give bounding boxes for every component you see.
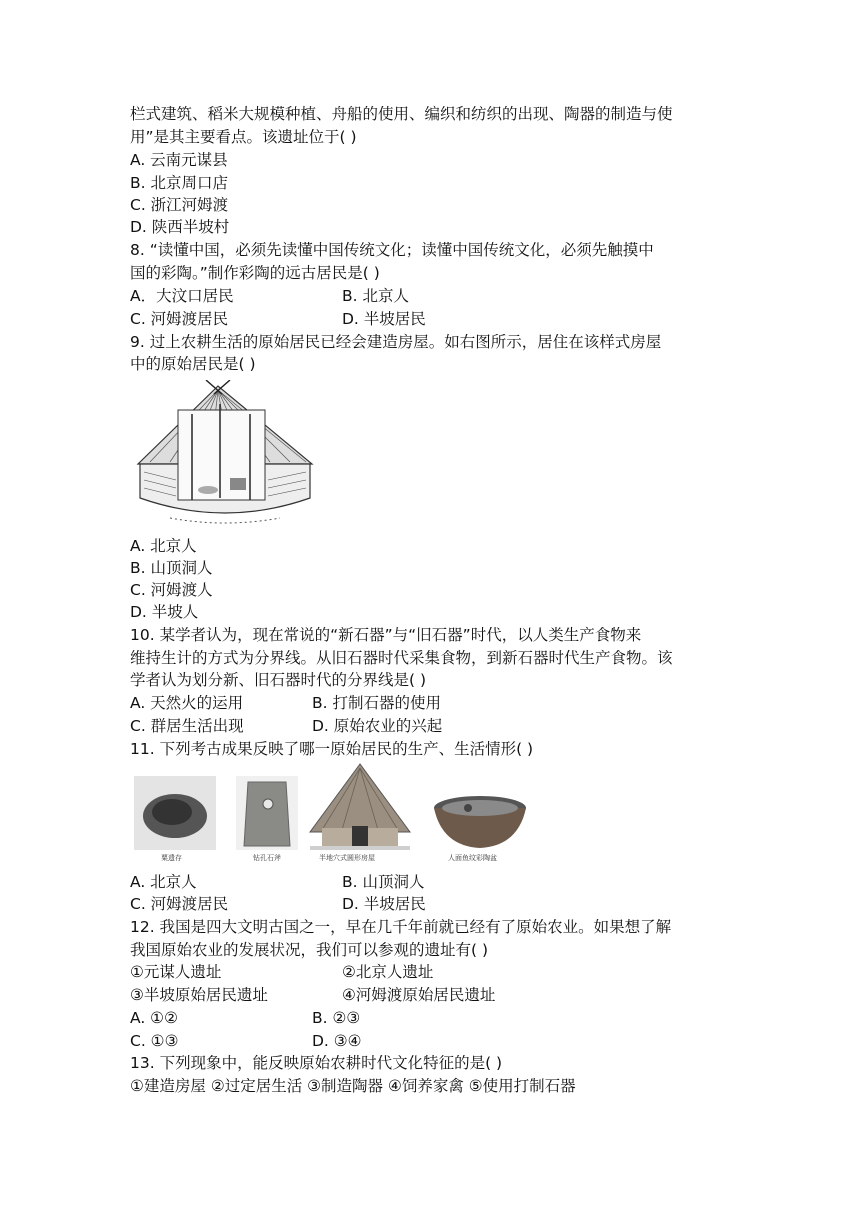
q13-items: ①建造房屋 ②过定居生活 ③制造陶器 ④饲养家禽 ⑤使用打制石器 [130, 1077, 576, 1095]
q7-option-d: D. 陕西半坡村 [130, 218, 230, 236]
q11-option-d: D. 半坡居民 [342, 895, 426, 913]
question-10-stem-line-1: 10. 某学者认为，现在常说的“新石器”与“旧石器”时代，以人类生产食物来 [130, 626, 642, 644]
q10-option-d: D. 原始农业的兴起 [312, 717, 443, 735]
caption-round-house: 半地穴式圆形房屋 [319, 854, 375, 862]
q12-item-1: ①元谋人遗址 [130, 963, 222, 981]
question-13-stem: 13. 下列现象中，能反映原始农耕时代文化特征的是( ) [130, 1054, 503, 1072]
q9-option-b: B. 山顶洞人 [130, 559, 213, 577]
q10-option-c: C. 群居生活出现 [130, 717, 244, 735]
question-12-stem-line-1: 12. 我国是四大文明古国之一，早在几千年前就已经有了原始农业。如果想了解 [130, 918, 672, 936]
q11-option-a: A. 北京人 [130, 873, 197, 891]
q11-option-c: C. 河姆渡居民 [130, 895, 229, 913]
q11-option-b: B. 山顶洞人 [342, 873, 425, 891]
q7-option-c: C. 浙江河姆渡 [130, 196, 229, 214]
q10-option-a: A. 天然火的运用 [130, 694, 244, 712]
q12-option-d: D. ③④ [312, 1032, 362, 1050]
question-12-stem-line-2: 我国原始农业的发展状况，我们可以参观的遗址有( ) [130, 941, 489, 959]
q7-option-b: B. 北京周口店 [130, 174, 228, 192]
caption-millet-remains: 粟遗存 [161, 854, 182, 862]
q12-option-c: C. ①③ [130, 1032, 179, 1050]
q12-item-2: ②北京人遗址 [342, 963, 434, 981]
question-8-stem-line-2: 国的彩陶。”制作彩陶的远古居民是( ) [130, 264, 380, 282]
caption-pottery-basin: 人面鱼纹彩陶盆 [448, 854, 497, 862]
question-7-stem-line-1: 栏式建筑、稻米大规模种植、舟船的使用、编织和纺织的出现、陶器的制造与使 [130, 105, 673, 123]
q9-option-c: C. 河姆渡人 [130, 581, 213, 599]
q12-item-4: ④河姆渡原始居民遗址 [342, 986, 496, 1004]
q12-item-3: ③半坡原始居民遗址 [130, 986, 268, 1004]
q12-option-a: A. ①② [130, 1009, 178, 1027]
question-7-stem-line-2: 用”是其主要看点。该遗址位于( ) [130, 128, 357, 146]
q8-option-b: B. 北京人 [342, 287, 409, 305]
q9-option-d: D. 半坡人 [130, 603, 199, 621]
question-9-stem-line-2: 中的原始居民是( ) [130, 355, 256, 373]
q12-option-b: B. ②③ [312, 1009, 361, 1027]
round-house-illustration [130, 380, 320, 528]
q8-option-a: A．大汶口居民 [130, 287, 234, 305]
question-10-stem-line-2: 维持生计的方式为分界线。从旧石器时代采集食物，到新石器时代生产食物。该 [130, 649, 673, 667]
question-9-stem-line-1: 9. 过上农耕生活的原始居民已经会建造房屋。如右图所示，居住在该样式房屋 [130, 333, 662, 351]
caption-stone-axe: 钻孔石斧 [253, 854, 281, 862]
question-11-stem: 11. 下列考古成果反映了哪一原始居民的生产、生活情形( ) [130, 740, 534, 758]
q10-option-b: B. 打制石器的使用 [312, 694, 441, 712]
q8-option-c: C. 河姆渡居民 [130, 310, 229, 328]
q7-option-a: A. 云南元谋县 [130, 151, 228, 169]
question-10-stem-line-3: 学者认为划分新、旧石器时代的分界线是( ) [130, 671, 427, 689]
question-8-stem-line-1: 8. “读懂中国，必须先读懂中国传统文化；读懂中国传统文化，必须先触摸中 [130, 241, 654, 259]
q8-option-d: D. 半坡居民 [342, 310, 426, 328]
q9-option-a: A. 北京人 [130, 537, 197, 555]
